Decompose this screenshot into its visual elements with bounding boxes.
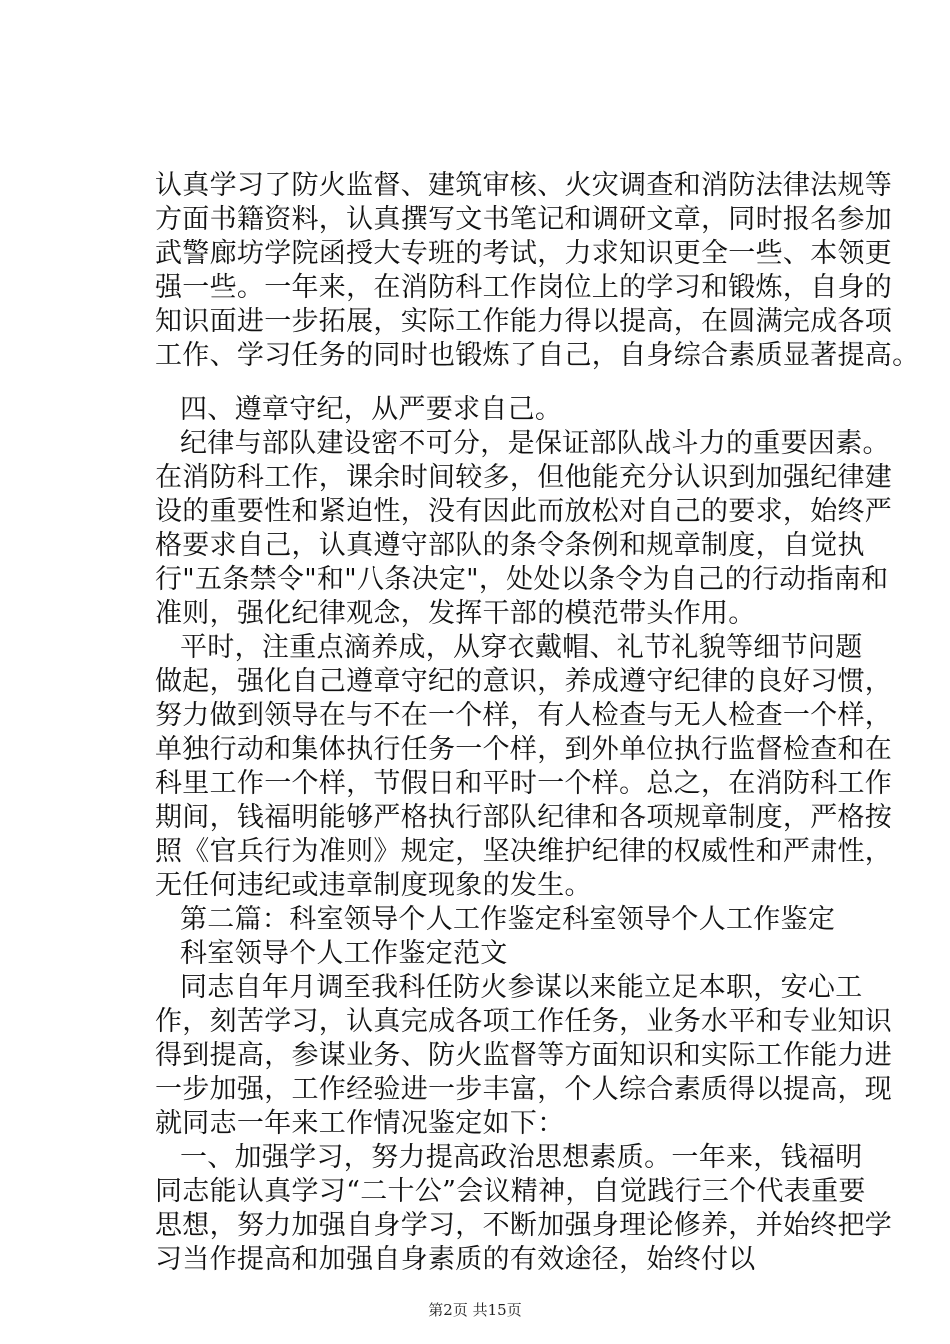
subtitle: 科室领导个人工作鉴定范文 — [180, 938, 508, 969]
text-line: 同志能认真学习“二十公”会议精神，自觉践行三个代表重要 — [155, 1176, 866, 1207]
text-line: 努力做到领导在与不在一个样，有人检查与无人检查一个样， — [155, 700, 893, 731]
text-line: 科里工作一个样，节假日和平时一个样。总之，在消防科工作 — [155, 768, 893, 799]
text-line: 作，刻苦学习，认真完成各项工作任务，业务水平和专业知识 — [155, 1006, 893, 1037]
chapter-heading: 第二篇：科室领导个人工作鉴定科室领导个人工作鉴定 — [180, 904, 836, 935]
text-line: 做起，强化自己遵章守纪的意识，养成遵守纪律的良好习惯， — [155, 666, 893, 697]
text-line: 得到提高，参谋业务、防火监督等方面知识和实际工作能力进 — [155, 1040, 893, 1071]
text-line: 知识面进一步拓展，实际工作能力得以提高，在圆满完成各项 — [155, 306, 893, 337]
page-number-footer: 第2页 共15页 — [428, 1301, 522, 1319]
text-line: 纪律与部队建设密不可分，是保证部队战斗力的重要因素。 — [180, 428, 890, 459]
text-line: 准则，强化纪律观念，发挥干部的模范带头作用。 — [155, 598, 756, 629]
final-text-line: 习当作提高和加强自身素质的有效途径，始终付以 — [155, 1244, 756, 1275]
text-line: 强一些。一年来，在消防科工作岗位上的学习和锻炼，自身的 — [155, 272, 893, 303]
text-line: 方面书籍资料，认真撰写文书笔记和调研文章，同时报名参加 — [155, 204, 893, 235]
text-line: 设的重要性和紧迫性，没有因此而放松对自己的要求，始终严 — [155, 496, 893, 527]
text-line: 格要求自己，认真遵守部队的条令条例和规章制度，自觉执 — [155, 530, 865, 561]
text-line: 单独行动和集体执行任务一个样，到外单位执行监督检查和在 — [155, 734, 893, 765]
text-line: 一步加强，工作经验进一步丰富，个人综合素质得以提高，现 — [155, 1074, 893, 1105]
text-line: 行"五条禁令"和"八条决定"，处处以条令为自己的行动指南和 — [155, 564, 889, 595]
text-line: 照《官兵行为准则》规定，坚决维护纪律的权威性和严肃性， — [155, 836, 893, 867]
text-line: 在消防科工作，课余时间较多，但他能充分认识到加强纪律建 — [155, 462, 893, 493]
text-line: 一、加强学习，努力提高政治思想素质。一年来，钱福明 — [180, 1142, 863, 1173]
text-line: 就同志一年来工作情况鉴定如下： — [155, 1108, 565, 1139]
section-heading: 四、遵章守纪，从严要求自己。 — [180, 394, 563, 425]
text-line: 思想，努力加强自身学习，不断加强身理论修养，并始终把学 — [155, 1210, 893, 1241]
text-line: 武警廊坊学院函授大专班的考试，力求知识更全一些、本领更 — [155, 238, 893, 269]
text-line: 工作、学习任务的同时也锻炼了自己，自身综合素质显著提高。 — [155, 340, 920, 371]
text-line: 平时，注重点滴养成，从穿衣戴帽、礼节礼貌等细节问题 — [180, 632, 863, 663]
text-line: 认真学习了防火监督、建筑审核、火灾调查和消防法律法规等 — [155, 170, 893, 201]
text-line: 无任何违纪或违章制度现象的发生。 — [155, 870, 592, 901]
text-line: 期间，钱福明能够严格执行部队纪律和各项规章制度，严格按 — [155, 802, 893, 833]
text-line: 同志自年月调至我科任防火参谋以来能立足本职，安心工 — [180, 972, 863, 1003]
